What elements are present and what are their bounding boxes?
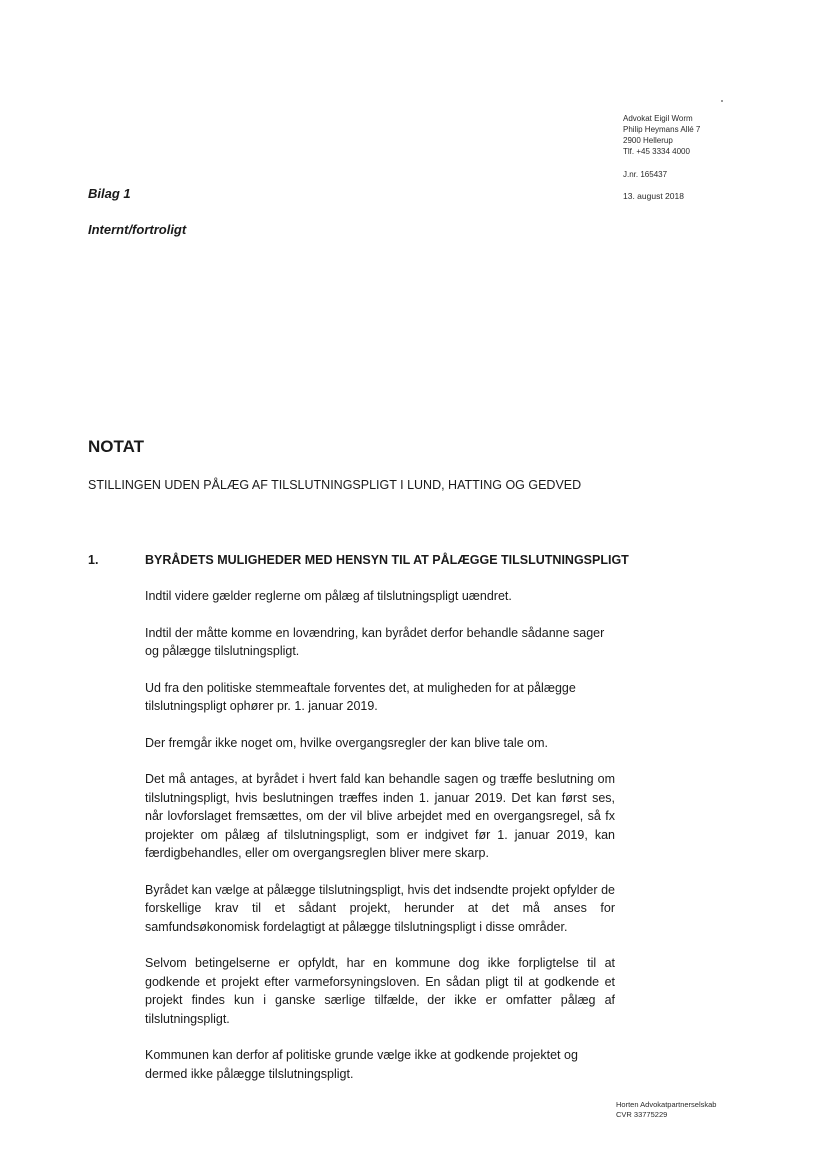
footer <box>616 1100 716 1120</box>
paragraph: Indtil videre gælder reglerne om pålæg af tilslutningspligt uændret. <box>145 589 512 603</box>
scan-speck <box>721 100 723 102</box>
street-address: Philip Heymans Allé 7 <box>623 125 701 134</box>
paragraph: Der fremgår ikke noget om, hvilke overgangsregler der kan blive tale om. <box>145 735 548 750</box>
confidential-label: Internt/fortroligt <box>88 222 187 237</box>
document-subject: STILLINGEN UDEN PÅLÆG AF TILSLUTNINGSPLIGT I LUND, HATTING OG GEDVED <box>88 478 582 492</box>
paragraph: Indtil der måtte komme en lovændring, kan byrådet derfor behandle sådanne sager og pålægge tilslutningspligt. <box>145 625 605 658</box>
cvr-number: CVR 33775229 <box>616 1110 668 1119</box>
company-name: Horten Advokatpartnerselskab <box>616 1100 717 1109</box>
paragraph: Ud fra den politiske stemmeaftale forventes det, at muligheden for at pålægge tilslutningspligt ophører pr. 1. januar 2019. <box>145 680 576 713</box>
section-number: 1. <box>88 553 99 567</box>
city: 2900 Hellerup <box>623 136 673 145</box>
section-body <box>145 587 615 1101</box>
journal-number: J.nr. 165437 <box>623 170 668 179</box>
document-date: 13. august 2018 <box>623 191 684 201</box>
paragraph: Selvom betingelserne er opfyldt, har en kommune dog ikke forpligtelse til at godkende et projekt efter varmeforsyningsloven. En sådan pligt til at godkende et projekt findes kun i ganske særlige tilfælde, der ikke er omfatter pålæg af tilslutningspligt. <box>145 956 615 1026</box>
section-title: BYRÅDETS MULIGHEDER MED HENSYN TIL AT PÅLÆGGE TILSLUTNINGSPLIGT <box>145 553 629 567</box>
paragraph: Det må antages, at byrådet i hvert fald kan behandle sagen og træffe beslutning om tilslutningspligt, hvis beslutningen træffes inden 1. januar 2019. Det kan først ses, når lovforslaget fremsættes, om der vil blive arbejdet med en overgangsregel, så fx projekter om pålæg af tilslutningspligt, som er indgivet før 1. januar 2019, kan færdigbehandles, eller om overgangsreglen bliver mere skarp. <box>145 772 615 860</box>
document-title: NOTAT <box>88 437 145 456</box>
phone: Tlf. +45 3334 4000 <box>623 147 690 156</box>
paragraph: Byrådet kan vælge at pålægge tilslutningspligt, hvis det indsendte projekt opfylder de forskellige krav til et sådant projekt, herunder at det må anses for samfundsøkonomisk fordelagtigt at pålægge tilslutningspligt i disse områder. <box>145 882 615 934</box>
letterhead <box>623 113 700 157</box>
paragraph: Kommunen kan derfor af politiske grunde vælge ikke at godkende projektet og dermed ikke pålægge tilslutningspligt. <box>145 1048 578 1081</box>
lawyer-name: Advokat Eigil Worm <box>623 114 693 123</box>
appendix-label: Bilag 1 <box>88 186 131 201</box>
